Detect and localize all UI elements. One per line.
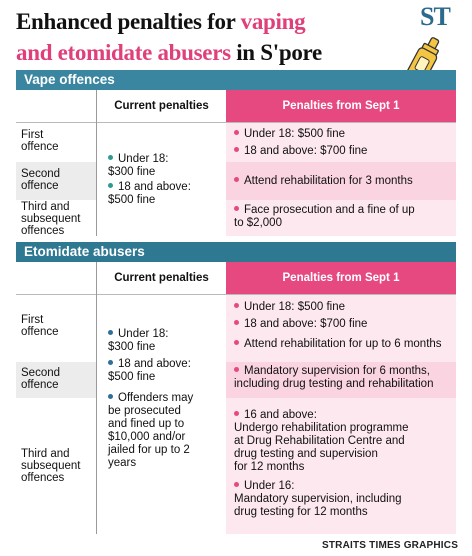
bullet-icon [234, 411, 239, 416]
bullet-icon [234, 303, 239, 308]
etom-new-third: 16 and above: Undergo rehabilitation programme at Drug Rehabilitation Centre and drug testing and supervision for 12 months Under 16: Mandatory supervision, including drug testing for 12 months [234, 409, 409, 518]
bullet-icon [234, 130, 239, 135]
bullet-icon [234, 367, 239, 372]
vape-new-first: Under 18: $500 fine 18 and above: $700 fine [234, 128, 454, 158]
etom-label-first: First offence [21, 314, 59, 338]
bullet-icon [234, 340, 239, 345]
vape-label-third: Third and subsequent offences [21, 201, 81, 237]
etom-new-second: Mandatory supervision for 6 months, including drug testing and rehabilitation [234, 365, 434, 390]
etom-label-third: Third and subsequent offences [21, 448, 81, 484]
vape-new-second: Attend rehabilitation for 3 months [234, 175, 454, 188]
bullet-icon [108, 183, 113, 188]
bullet-icon [108, 360, 113, 365]
etom-new-first: Under 18: $500 fine 18 and above: $700 fine Attend rehabilitation for up to 6 months [234, 301, 454, 351]
etom-current-penalties: Under 18: $300 fine 18 and above: $500 fine Offenders may be prosecuted and fined up to $10,000 and/or jailed for up to 2 years [108, 328, 194, 469]
bullet-icon [234, 320, 239, 325]
title-part-4: in S'pore [230, 40, 322, 65]
bullet-icon [108, 330, 113, 335]
divider [16, 294, 456, 295]
column-divider [96, 262, 97, 534]
vape-label-first: First offence [21, 129, 59, 153]
etomidate-section-header: Etomidate abusers [16, 242, 456, 262]
vape-col-current-header: Current penalties [114, 100, 209, 112]
column-divider [96, 90, 97, 236]
bullet-icon [234, 482, 239, 487]
page-title [16, 6, 416, 68]
divider [16, 122, 456, 123]
vape-new-third: Face prosecution and a fine of up to $2,000 [234, 204, 415, 229]
vape-current-penalties: Under 18: $300 fine 18 and above: $500 fine [108, 153, 191, 206]
etom-col-current-header: Current penalties [114, 272, 209, 284]
vape-col-new-header: Penalties from Sept 1 [226, 90, 456, 122]
bullet-icon [108, 394, 113, 399]
straits-times-logo: ST [420, 2, 450, 31]
bullet-icon [234, 206, 239, 211]
vape-section-header: Vape offences [16, 70, 456, 90]
vape-label-second: Second offence [21, 168, 61, 192]
title-part-1: Enhanced penalties for [16, 9, 241, 34]
bullet-icon [234, 177, 239, 182]
etom-col-new-header: Penalties from Sept 1 [226, 262, 456, 294]
bullet-icon [234, 147, 239, 152]
etom-label-second: Second offence [21, 367, 61, 391]
title-highlight-etomidate: and etomidate abusers [16, 40, 231, 65]
footer-credit: STRAITS TIMES GRAPHICS [322, 540, 459, 551]
title-highlight-vaping: vaping [240, 9, 306, 34]
bullet-icon [108, 155, 113, 160]
